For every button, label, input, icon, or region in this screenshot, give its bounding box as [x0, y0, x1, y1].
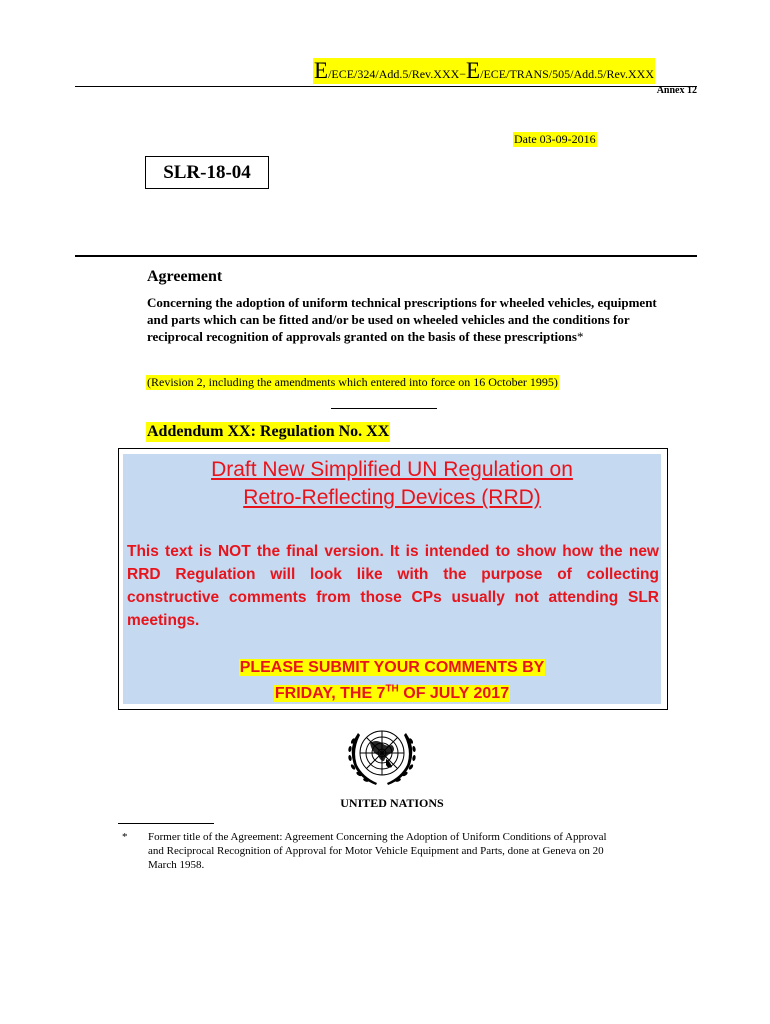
agreement-body: [147, 294, 667, 345]
agreement-footnote-marker: *: [576, 329, 584, 344]
header-divider: [75, 86, 697, 87]
symbol-prefix-2: E: [466, 58, 481, 83]
title-divider: [75, 255, 697, 257]
addendum-title: Addendum XX: Regulation No. XX: [147, 423, 390, 440]
submit-date-post: OF JULY 2017: [398, 685, 510, 702]
submit-line-1: PLEASE SUBMIT YOUR COMMENTS BY: [239, 659, 545, 676]
submit-date-pre: FRIDAY, THE 7: [274, 685, 386, 702]
symbol-prefix-1: E: [314, 58, 329, 83]
submit-notice: [123, 655, 661, 707]
footnote-divider: [118, 823, 214, 824]
draft-title-line-1: Draft New Simplified UN Regulation on: [211, 458, 573, 481]
agreement-body-text: Concerning the adoption of uniform technical prescriptions for wheeled vehicles, equipment and parts which can be fitted and/or be used on wheeled vehicles and the conditions for reciprocal recognition of approvals granted on the basis of these prescriptions: [147, 295, 657, 344]
document-symbol: [313, 58, 655, 84]
united-nations-emblem-icon: [340, 719, 424, 793]
agreement-title: Agreement: [147, 268, 223, 285]
document-date: Date 03-09-2016: [514, 132, 596, 146]
footnote-marker: *: [122, 831, 128, 843]
submit-line-2: [274, 685, 510, 702]
footnote-text: Former title of the Agreement: Agreement Concerning the Adoption of Uniform Conditions of Approval and Reciprocal Recognition of Approval for Motor Vehicle Equipment and Parts, done at Geneva on 20 March 1958.: [148, 831, 607, 871]
submit-date-sup: TH: [385, 683, 399, 695]
section-divider: [331, 408, 437, 409]
draft-notice: This text is NOT the final version. It is intended to show how the new RRD Regulation will look like with the purpose of collecting constructive comments from those CPs usually not attending SLR meetings.: [127, 543, 659, 629]
document-code-box: SLR-18-04: [145, 156, 269, 189]
symbol-rest-2: /ECE/TRANS/505/Add.5/Rev.XXX: [480, 67, 654, 81]
symbol-rest-1: /ECE/324/Add.5/Rev.XXX−: [328, 67, 467, 81]
annex-label: Annex 12: [656, 85, 697, 96]
draft-title-line-2: Retro-Reflecting Devices (RRD): [243, 486, 541, 509]
revision-note: (Revision 2, including the amendments which entered into force on 16 October 1995): [147, 375, 558, 389]
draft-title: [123, 456, 661, 512]
footnote: [122, 830, 622, 872]
organization-name: UNITED NATIONS: [340, 796, 444, 810]
